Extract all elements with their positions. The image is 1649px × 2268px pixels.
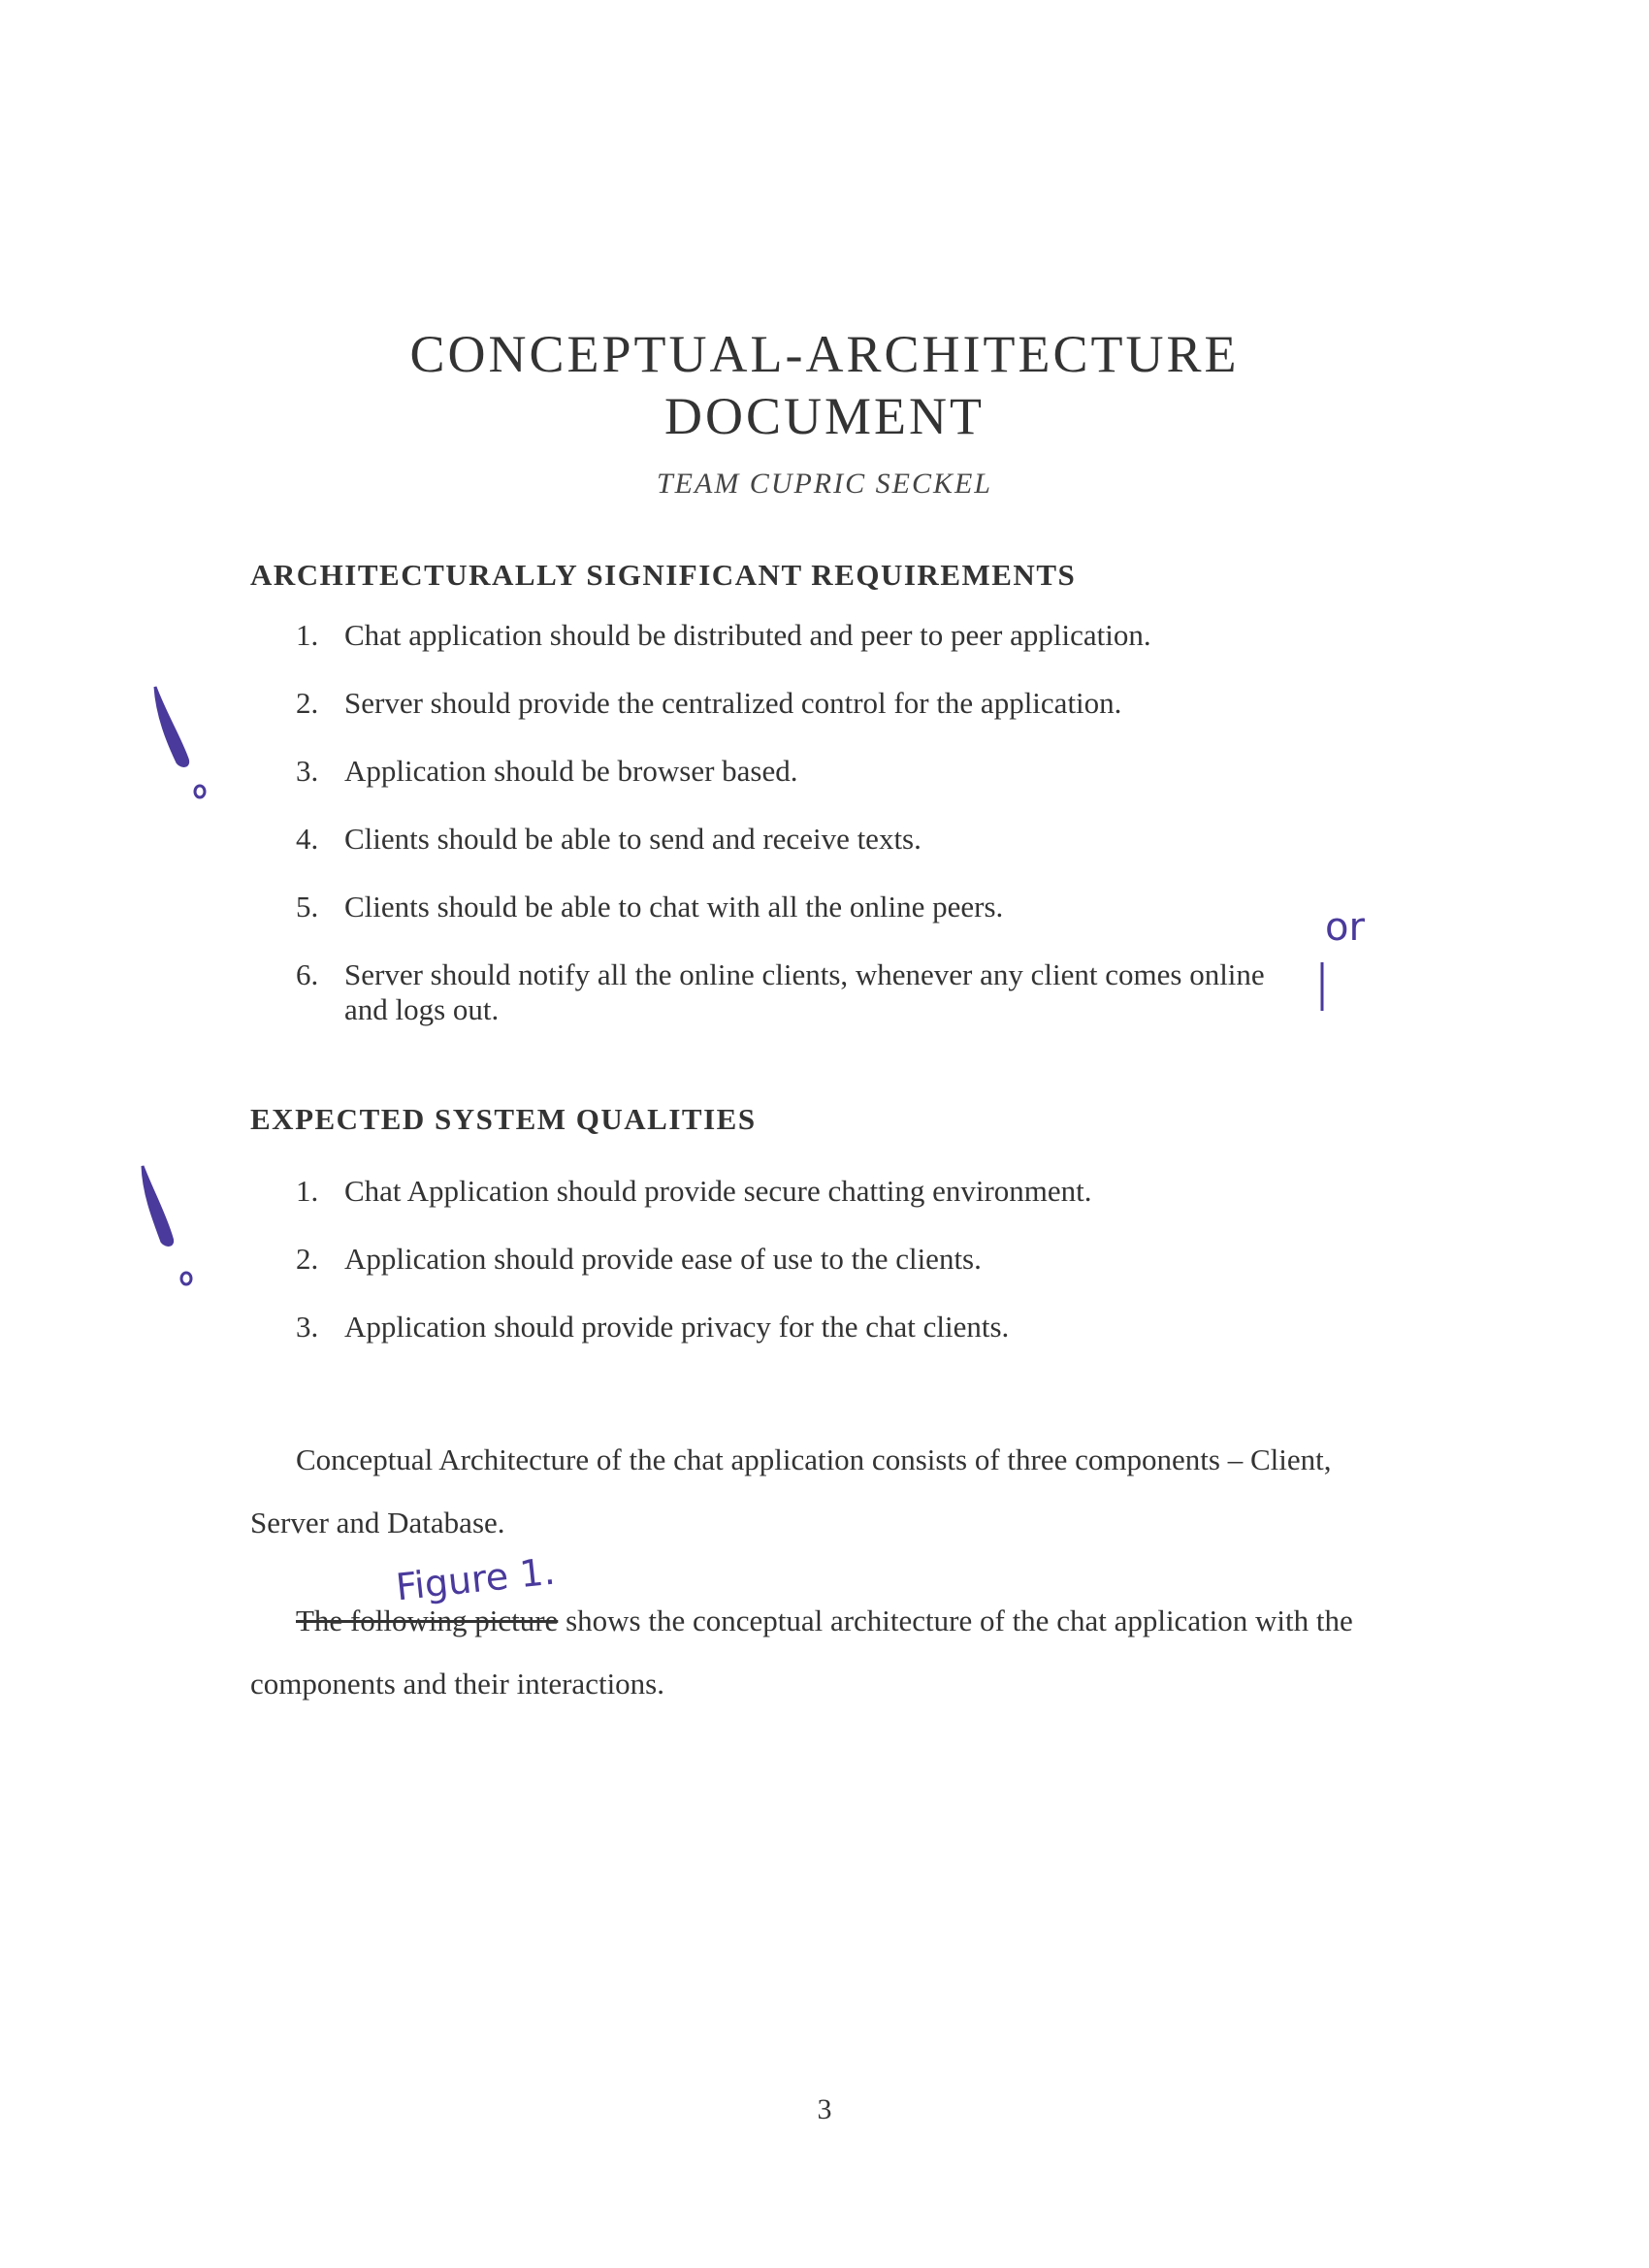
requirement-text: Clients should be able to chat with all the online peers. bbox=[344, 890, 1004, 923]
requirement-text: Chat application should be distributed and peer to peer application. bbox=[344, 618, 1151, 652]
requirements-heading: ARCHITECTURALLY SIGNIFICANT REQUIREMENTS bbox=[250, 558, 1077, 592]
quality-text: Application should provide ease of use to the clients. bbox=[344, 1242, 982, 1276]
document-title-line2: DOCUMENT bbox=[664, 387, 985, 445]
document-title-line1: CONCEPTUAL-ARCHITECTURE bbox=[409, 325, 1240, 383]
paragraph-line: Server and Database. bbox=[250, 1506, 505, 1539]
document-subtitle: TEAM CUPRIC SECKEL bbox=[656, 468, 992, 500]
requirement-text: Server should notify all the online clients, whenever any client comes online and logs out. bbox=[344, 957, 1265, 1026]
requirement-number: 3. bbox=[296, 754, 319, 788]
requirement-number: 2. bbox=[296, 686, 319, 720]
requirement-number: 1. bbox=[296, 618, 319, 652]
quality-number: 3. bbox=[296, 1310, 319, 1344]
quality-number: 1. bbox=[296, 1174, 319, 1208]
page-number: 3 bbox=[817, 2093, 832, 2125]
requirement-text: Clients should be able to send and receive texts. bbox=[344, 822, 922, 856]
struck-text: The following picture bbox=[296, 1604, 559, 1637]
quality-number: 2. bbox=[296, 1242, 319, 1276]
requirement-text: Server should provide the centralized control for the application. bbox=[344, 686, 1122, 720]
handwritten-or-annotation: or bbox=[1325, 905, 1365, 950]
requirement-number: 6. bbox=[296, 957, 319, 991]
requirement-number: 5. bbox=[296, 890, 319, 923]
paragraph-text: shows the conceptual architecture of the chat application with the bbox=[558, 1604, 1353, 1637]
requirement-number: 4. bbox=[296, 822, 319, 856]
qualities-heading: EXPECTED SYSTEM QUALITIES bbox=[250, 1102, 757, 1136]
quality-text: Application should provide privacy for the chat clients. bbox=[344, 1310, 1010, 1344]
exclamation-dot-icon bbox=[195, 786, 205, 797]
requirement-text: Application should be browser based. bbox=[344, 754, 798, 788]
quality-text: Chat Application should provide secure chatting environment. bbox=[344, 1174, 1092, 1208]
exclamation-mark-icon bbox=[155, 687, 188, 765]
paragraph-line: Conceptual Architecture of the chat application consists of three components – Client, bbox=[296, 1442, 1332, 1476]
handwritten-figure-annotation: Figure 1. bbox=[394, 1549, 558, 1609]
paragraph-line: components and their interactions. bbox=[250, 1667, 664, 1701]
exclamation-mark-icon bbox=[143, 1166, 173, 1245]
exclamation-dot-icon bbox=[181, 1273, 191, 1284]
